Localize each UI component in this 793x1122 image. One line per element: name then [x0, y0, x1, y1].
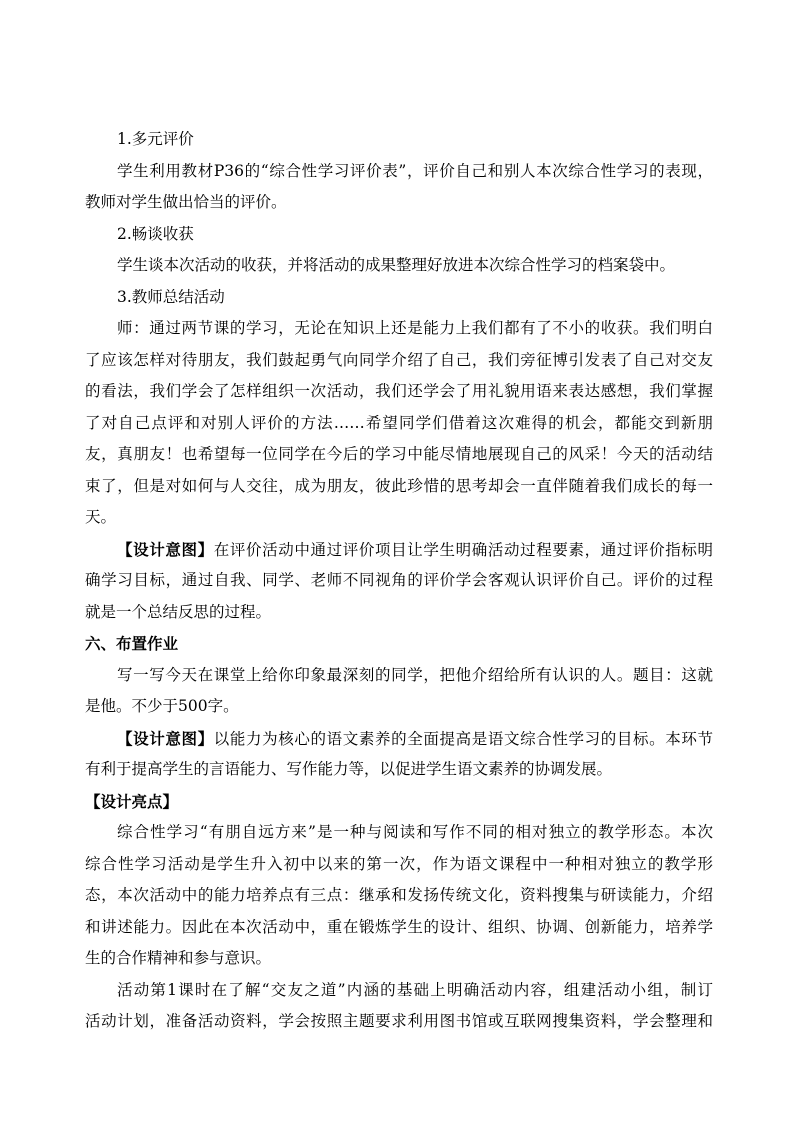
text-line: [85, 723, 713, 755]
text-span: 在评价活动中通过评价项目让学生明确活动过程要素，通过评价指标明: [213, 540, 713, 559]
text-line: 束了，但是对如何与人交往，成为朋友，彼此珍惜的思考却会一直伴随着我们成长的每一: [85, 476, 713, 495]
section-heading: 【设计亮点】: [85, 791, 179, 811]
text-line: 天。: [85, 508, 117, 526]
text-line: 和讲述能力。因此在本次活动中，重在锻炼学生的设计、组织、协调、创新能力，培养学: [85, 917, 713, 936]
document-page: [85, 124, 713, 1038]
text-line: 生的合作精神和参与意识。: [85, 949, 272, 967]
text-line: 学生谈本次活动的收获，并将活动的成果整理好放进本次综合性学习的档案袋中。: [117, 256, 676, 274]
text-line: 学生利用教材P36的“综合性学习评价表”，评价自己和别人本次综合性学习的表现，: [117, 161, 713, 180]
text-line: 1.多元评价: [117, 130, 194, 148]
text-line: 师：通过两节课的学习，无论在知识上还是能力上我们都有了不小的收获。我们明白: [117, 319, 713, 337]
text-line: 写一写今天在课堂上给你印象最深刻的同学，把他介绍给所有认识的人。题目：这就: [117, 665, 713, 684]
text-line: 综合性学习活动是学生升入初中以来的第一次，作为语文课程中一种相对独立的教学形: [85, 854, 713, 873]
section-heading: 六、布置作业: [85, 634, 179, 653]
text-line: 就是一个总结反思的过程。: [85, 602, 272, 621]
text-line: 活动第1课时在了解“交友之道”内涵的基础上明确活动内容，组建活动小组，制订: [117, 980, 713, 999]
text-line: 2.畅谈收获: [117, 224, 194, 243]
text-line: 了对自己点评和对别人评价的方法……希望同学们借着这次难得的机会，都能交到新朋: [85, 413, 713, 432]
text-span: 以能力为核心的语文素养的全面提高是语文综合性学习的目标。本环节: [213, 729, 713, 748]
design-intent-label: 【设计意图】: [117, 539, 214, 559]
text-line: 是他。不少于500字。: [85, 697, 239, 715]
text-line: 的看法，我们学会了怎样组织一次活动，我们还学会了用礼貌用语来表达感想，我们掌握: [85, 382, 713, 400]
text-line: 友，真朋友！也希望每一位同学在今后的学习中能尽情地展现自己的风采！今天的活动结: [85, 445, 713, 463]
text-line: [85, 534, 713, 566]
text-line: 态，本次活动中的能力培养点有三点：继承和发扬传统文化，资料搜集与研读能力，介绍: [85, 886, 713, 904]
text-line: 3.教师总结活动: [117, 287, 225, 306]
design-intent-label: 【设计意图】: [117, 728, 214, 748]
text-line: 了应该怎样对待朋友，我们鼓起勇气向同学介绍了自己，我们旁征博引发表了自己对交友: [85, 350, 713, 369]
text-line: 确学习目标，通过自我、同学、老师不同视角的评价学会客观认识评价自己。评价的过程: [85, 571, 713, 589]
text-line: 综合性学习“有朋自远方来”是一种与阅读和写作不同的相对独立的教学形态。本次: [117, 823, 713, 841]
text-line: 活动计划，准备活动资料，学会按照主题要求利用图书馆或互联网搜集资料，学会整理和: [85, 1012, 713, 1030]
text-line: 教师对学生做出恰当的评价。: [85, 193, 287, 211]
text-line: 有利于提高学生的言语能力、写作能力等，以促进学生语文素养的协调发展。: [85, 760, 613, 778]
